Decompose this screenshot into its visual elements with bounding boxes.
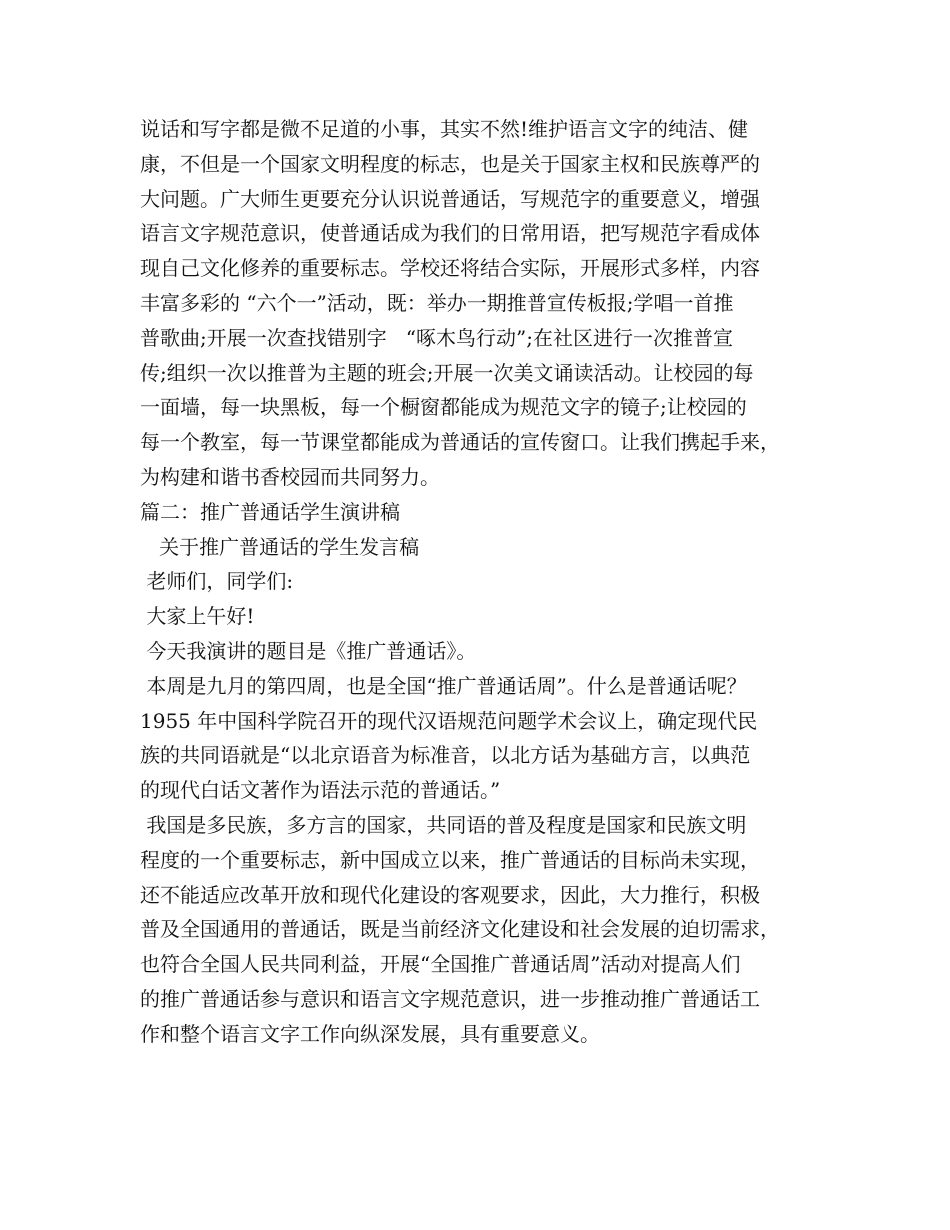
text-line: 普歌曲;开展一次查找错别字 “啄木鸟行动”;在社区进行一次推普宣: [140, 325, 733, 350]
text-line: 的推广普通话参与意识和语言文字规范意识，进一步推动推广普通话工: [140, 986, 760, 1011]
text-line: 每一个教室，每一节课堂都能成为普通话的宣传窗口。让我们携起手来，: [140, 430, 780, 455]
text-line: 丰富多彩的 “六个一”活动，既：举办一期推普宣传板报;学唱一首推: [140, 290, 734, 315]
text-line: 传;组织一次以推普为主题的班会;开展一次美文诵读活动。让校园的每: [140, 360, 754, 385]
text-line: 语言文字规范意识，使普通话成为我们的日常用语，把写规范字看成体: [140, 221, 760, 246]
greeting: 大家上午好!: [140, 604, 255, 629]
text-line: 一面墙，每一块黑板，每一个橱窗都能成为规范文字的镜子;让校园的: [140, 395, 747, 420]
text-line: 说话和写字都是微不足道的小事，其实不然!维护语言文字的纯洁、健: [140, 117, 749, 141]
text-line: 今天我演讲的题目是《推广普通话》。: [140, 638, 477, 663]
section-heading: 篇二：推广普通话学生演讲稿: [140, 499, 400, 524]
text-line: 也符合全国人民共同利益，开展“全国推广普通话周”活动对提高人们: [140, 952, 741, 977]
text-line: 1955 年中国科学院召开的现代汉语规范问题学术会议上，确定现代民: [140, 708, 758, 733]
text-line: 作和整个语言文字工作向纵深发展，具有重要意义。: [140, 1021, 600, 1046]
document-body: [140, 112, 840, 1052]
salutation: 老师们，同学们:: [140, 569, 294, 594]
text-line: 本周是九月的第四周，也是全国“推广普通话周”。什么是普通话呢？: [140, 673, 747, 698]
text-line: 大问题。广大师生更要充分认识说普通话，写规范字的重要意义，增强: [140, 186, 760, 211]
speech-title: 关于推广普通话的学生发言稿: [140, 534, 420, 559]
text-line: 还不能适应改革开放和现代化建设的客观要求，因此，大力推行，积极: [140, 882, 760, 907]
text-line: 康，不但是一个国家文明程度的标志，也是关于国家主权和民族尊严的: [140, 151, 760, 176]
text-line: 普及全国通用的普通话，既是当前经济文化建设和社会发展的迫切需求，: [140, 917, 780, 942]
text-line: 我国是多民族，多方言的国家，共同语的普及程度是国家和民族文明: [140, 812, 747, 837]
text-line: 现自己文化修养的重要标志。学校还将结合实际，开展形式多样，内容: [140, 256, 760, 281]
text-line: 为构建和谐书香校园而共同努力。: [140, 464, 440, 489]
text-line: 程度的一个重要标志，新中国成立以来，推广普通话的目标尚未实现，: [140, 847, 760, 872]
text-line: 族的共同语就是“以北京语音为标准音，以北方话为基础方言，以典范: [140, 743, 751, 768]
text-line: 的现代白话文著作为语法示范的普通话。”: [140, 778, 501, 803]
